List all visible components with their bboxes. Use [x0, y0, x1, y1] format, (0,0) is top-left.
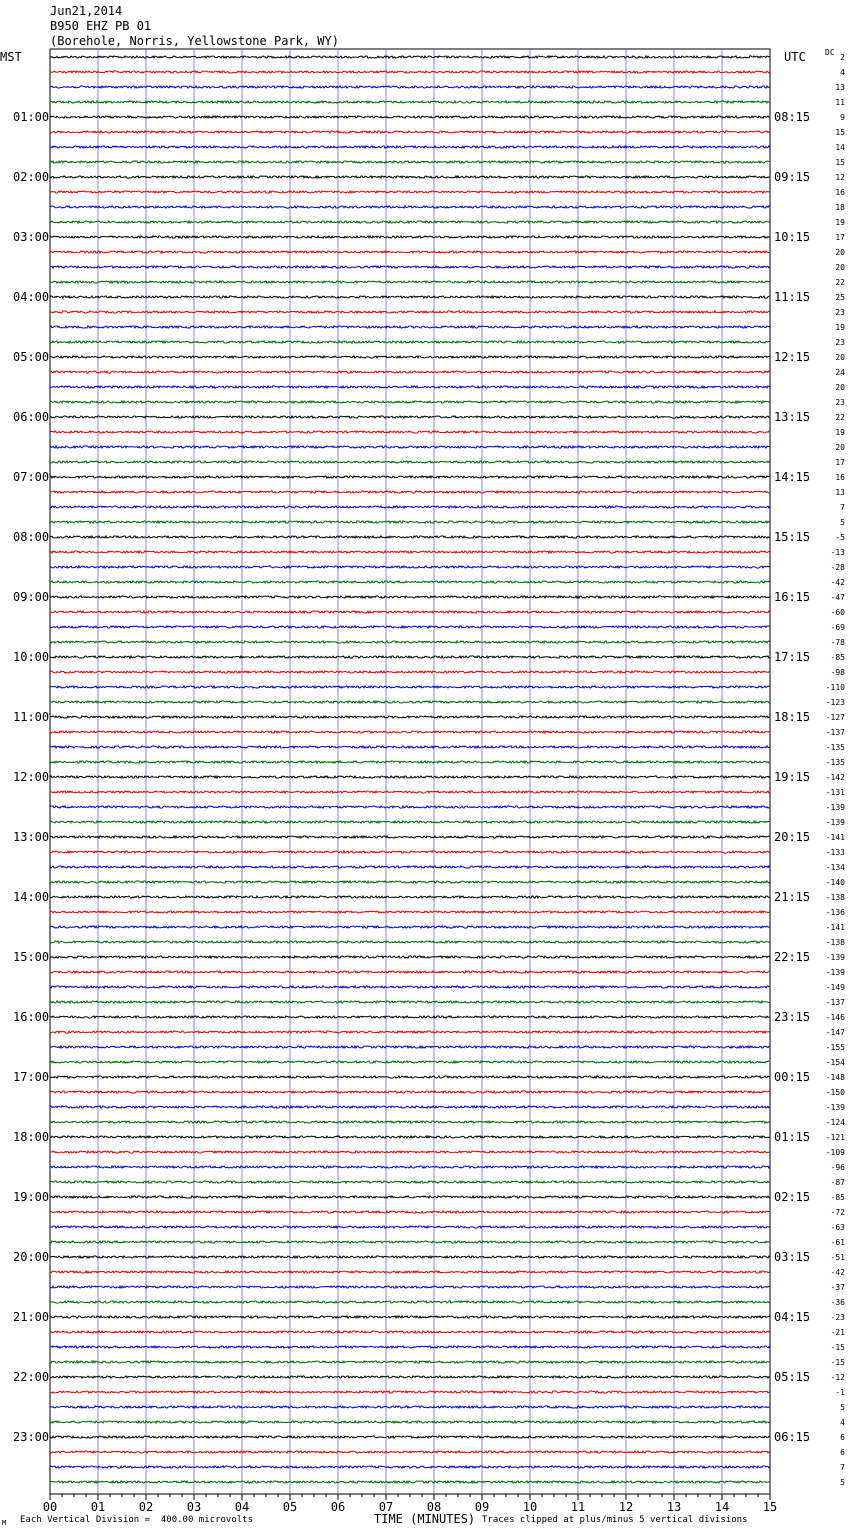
seismic-trace [50, 881, 770, 883]
left-hour-label: 06:00 [13, 410, 50, 424]
dc-offset-label: 4 [840, 1418, 845, 1427]
seismic-trace [50, 1286, 770, 1288]
seismic-trace [50, 1331, 770, 1333]
x-tick-label: 02 [138, 1500, 154, 1514]
seismic-trace [50, 1346, 770, 1348]
x-tick-label: 14 [714, 1500, 730, 1514]
dc-offset-label: -123 [825, 698, 845, 707]
seismic-trace [50, 566, 770, 568]
seismic-trace [50, 1466, 770, 1468]
left-hour-label: 08:00 [13, 530, 50, 544]
dc-offset-label: -5 [835, 533, 845, 542]
seismic-trace [50, 431, 770, 433]
seismic-trace [50, 1181, 770, 1183]
seismic-trace [50, 1406, 770, 1408]
dc-offset-label: -42 [830, 578, 845, 587]
seismic-trace [50, 866, 770, 868]
seismic-trace [50, 941, 770, 943]
seismic-trace [50, 416, 770, 418]
dc-offset-label: 15 [835, 128, 845, 137]
dc-offset-label: -142 [825, 773, 845, 782]
right-hour-label: 17:15 [774, 650, 811, 664]
x-tick-label: 11 [570, 1500, 586, 1514]
dc-offset-label: 17 [835, 233, 845, 242]
seismic-trace [50, 1361, 770, 1363]
seismic-trace [50, 206, 770, 208]
dc-offset-label: 18 [835, 203, 845, 212]
seismic-trace [50, 1271, 770, 1273]
dc-offset-label: -131 [825, 788, 845, 797]
right-hour-label: 12:15 [774, 350, 811, 364]
dc-offset-label: -134 [825, 863, 845, 872]
seismic-trace [50, 86, 770, 88]
dc-offset-label: -72 [830, 1208, 845, 1217]
dc-offset-label: 19 [835, 428, 845, 437]
seismic-trace [50, 116, 770, 118]
seismic-trace [50, 1316, 770, 1318]
right-hour-label: 21:15 [774, 890, 811, 904]
seismic-trace [50, 56, 770, 58]
x-tick-label: 07 [378, 1500, 394, 1514]
seismic-trace [50, 791, 770, 793]
seismic-trace [50, 176, 770, 178]
seismic-trace [50, 896, 770, 898]
dc-offset-label: -63 [830, 1223, 845, 1232]
left-hour-label: 18:00 [13, 1130, 50, 1144]
dc-offset-label: -149 [825, 983, 845, 992]
dc-offset-label: 16 [835, 473, 845, 482]
seismic-trace [50, 536, 770, 538]
dc-offset-label: -150 [825, 1088, 845, 1097]
dc-label: DC [825, 48, 835, 57]
right-hour-label: 05:15 [774, 1370, 811, 1384]
seismic-trace [50, 146, 770, 148]
seismic-trace [50, 746, 770, 748]
seismic-trace [50, 521, 770, 523]
dc-offset-label: -141 [825, 833, 845, 842]
seismic-trace [50, 761, 770, 763]
seismic-trace [50, 686, 770, 688]
seismic-trace [50, 251, 770, 253]
right-hour-label: 14:15 [774, 470, 811, 484]
dc-offset-label: -1 [835, 1388, 845, 1397]
seismic-trace [50, 476, 770, 478]
seismic-trace [50, 446, 770, 448]
seismic-trace [50, 1481, 770, 1483]
seismic-trace [50, 551, 770, 553]
seismic-trace [50, 836, 770, 838]
seismic-trace [50, 1046, 770, 1048]
dc-offset-label: 9 [840, 113, 845, 122]
seismic-trace [50, 611, 770, 613]
seismic-trace [50, 581, 770, 583]
dc-offset-label: -133 [825, 848, 845, 857]
right-hour-label: 19:15 [774, 770, 811, 784]
corner-mark: M [2, 1519, 7, 1527]
dc-offset-label: 19 [835, 218, 845, 227]
seismic-trace [50, 326, 770, 328]
right-hour-label: 08:15 [774, 110, 811, 124]
right-hour-label: 16:15 [774, 590, 811, 604]
dc-offset-label: -109 [825, 1148, 845, 1157]
dc-offset-label: -139 [825, 803, 845, 812]
dc-offset-label: 23 [835, 308, 845, 317]
seismic-trace [50, 716, 770, 718]
dc-offset-label: 7 [840, 1463, 845, 1472]
seismic-trace [50, 1421, 770, 1423]
dc-offset-label: 13 [835, 488, 845, 497]
seismic-trace [50, 1256, 770, 1258]
dc-offset-label: -127 [825, 713, 845, 722]
x-tick-label: 08 [426, 1500, 442, 1514]
seismic-trace [50, 266, 770, 268]
seismic-trace [50, 1031, 770, 1033]
dc-offset-label: -121 [825, 1133, 845, 1142]
right-hour-label: 18:15 [774, 710, 811, 724]
dc-offset-label: -85 [830, 653, 845, 662]
dc-offset-label: 6 [840, 1448, 845, 1457]
x-tick-label: 06 [330, 1500, 346, 1514]
seismic-trace [50, 806, 770, 808]
seismic-trace [50, 506, 770, 508]
left-hour-label: 23:00 [13, 1430, 50, 1444]
dc-offset-label: -15 [830, 1358, 845, 1367]
seismic-trace [50, 101, 770, 103]
seismic-trace [50, 401, 770, 403]
seismic-trace [50, 1016, 770, 1018]
dc-offset-label: 2 [840, 53, 845, 62]
seismic-trace [50, 161, 770, 163]
seismic-trace [50, 731, 770, 733]
seismic-trace [50, 1151, 770, 1153]
left-hour-label: 13:00 [13, 830, 50, 844]
dc-offset-label: 14 [835, 143, 845, 152]
dc-offset-label: -87 [830, 1178, 845, 1187]
dc-offset-label: -15 [830, 1343, 845, 1352]
dc-offset-label: -135 [825, 758, 845, 767]
seismic-trace [50, 296, 770, 298]
seismic-trace [50, 1076, 770, 1078]
dc-offset-label: -47 [830, 593, 845, 602]
dc-offset-label: 6 [840, 1433, 845, 1442]
seismic-trace [50, 926, 770, 928]
dc-offset-label: 5 [840, 1478, 845, 1487]
seismic-trace [50, 1001, 770, 1003]
seismic-trace [50, 236, 770, 238]
x-tick-label: 13 [666, 1500, 682, 1514]
dc-offset-label: 24 [835, 368, 845, 377]
x-tick-label: 04 [234, 1500, 250, 1514]
dc-offset-label: -135 [825, 743, 845, 752]
scale-note: Each Vertical Division = 400.00 microvolts [20, 1515, 253, 1525]
left-hour-label: 17:00 [13, 1070, 50, 1084]
x-tick-label: 01 [90, 1500, 106, 1514]
seismic-trace [50, 596, 770, 598]
plot-frame [50, 49, 770, 1494]
left-timezone-label: MST [0, 50, 22, 64]
dc-offset-label: -155 [825, 1043, 845, 1052]
dc-offset-label: 13 [835, 83, 845, 92]
right-hour-label: 03:15 [774, 1250, 811, 1264]
left-hour-label: 20:00 [13, 1250, 50, 1264]
header-date: Jun21,2014 [50, 4, 123, 18]
dc-offset-label: -98 [830, 668, 845, 677]
left-hour-label: 04:00 [13, 290, 50, 304]
dc-offset-label: -12 [830, 1373, 845, 1382]
left-hour-label: 03:00 [13, 230, 50, 244]
left-hour-label: 21:00 [13, 1310, 50, 1324]
seismic-trace [50, 131, 770, 133]
seismic-trace [50, 1301, 770, 1303]
header-location: (Borehole, Norris, Yellowstone Park, WY) [50, 34, 339, 48]
seismic-trace [50, 656, 770, 658]
dc-offset-label: -138 [825, 938, 845, 947]
seismic-trace [50, 911, 770, 913]
dc-offset-label: -36 [830, 1298, 845, 1307]
dc-offset-label: 22 [835, 278, 845, 287]
dc-offset-label: 20 [835, 263, 845, 272]
left-hour-label: 05:00 [13, 350, 50, 364]
right-hour-label: 15:15 [774, 530, 811, 544]
dc-offset-label: -137 [825, 998, 845, 1007]
dc-offset-label: 7 [840, 503, 845, 512]
seismic-trace [50, 1436, 770, 1438]
dc-offset-label: 23 [835, 338, 845, 347]
seismic-trace [50, 1451, 770, 1453]
seismic-trace [50, 1226, 770, 1228]
right-hour-label: 06:15 [774, 1430, 811, 1444]
seismic-trace [50, 671, 770, 673]
left-hour-label: 19:00 [13, 1190, 50, 1204]
dc-offset-label: -13 [830, 548, 845, 557]
dc-offset-label: -136 [825, 908, 845, 917]
x-tick-label: 09 [474, 1500, 490, 1514]
right-hour-label: 11:15 [774, 290, 811, 304]
seismic-trace [50, 1091, 770, 1093]
dc-offset-label: -85 [830, 1193, 845, 1202]
x-tick-label: 10 [522, 1500, 538, 1514]
dc-offset-label: -139 [825, 818, 845, 827]
right-hour-label: 22:15 [774, 950, 811, 964]
left-hour-label: 09:00 [13, 590, 50, 604]
right-hour-label: 00:15 [774, 1070, 811, 1084]
dc-offset-label: -139 [825, 1103, 845, 1112]
dc-offset-label: -23 [830, 1313, 845, 1322]
dc-offset-label: -154 [825, 1058, 845, 1067]
dc-offset-label: -137 [825, 728, 845, 737]
seismic-trace [50, 461, 770, 463]
dc-offset-label: 5 [840, 518, 845, 527]
dc-offset-label: 20 [835, 353, 845, 362]
dc-offset-label: -124 [825, 1118, 845, 1127]
seismic-trace [50, 1106, 770, 1108]
dc-offset-label: -61 [830, 1238, 845, 1247]
seismic-trace [50, 956, 770, 958]
seismic-trace [50, 386, 770, 388]
dc-offset-label: 16 [835, 188, 845, 197]
right-hour-label: 01:15 [774, 1130, 811, 1144]
seismic-trace [50, 281, 770, 283]
left-hour-label: 07:00 [13, 470, 50, 484]
dc-offset-label: -42 [830, 1268, 845, 1277]
left-hour-label: 22:00 [13, 1370, 50, 1384]
dc-offset-label: 11 [835, 98, 845, 107]
seismic-trace [50, 776, 770, 778]
dc-offset-label: -138 [825, 893, 845, 902]
dc-offset-label: 19 [835, 323, 845, 332]
dc-offset-label: 17 [835, 458, 845, 467]
dc-offset-label: 12 [835, 173, 845, 182]
x-tick-label: 00 [42, 1500, 58, 1514]
dc-offset-label: 15 [835, 158, 845, 167]
dc-offset-label: -110 [825, 683, 845, 692]
dc-offset-label: 20 [835, 383, 845, 392]
dc-offset-label: -60 [830, 608, 845, 617]
dc-offset-label: -139 [825, 953, 845, 962]
dc-offset-label: -51 [830, 1253, 845, 1262]
header-station: B950 EHZ PB 01 [50, 19, 152, 33]
dc-offset-label: 20 [835, 248, 845, 257]
seismic-trace [50, 1121, 770, 1123]
dc-offset-label: -37 [830, 1283, 845, 1292]
dc-offset-label: -147 [825, 1028, 845, 1037]
dc-offset-label: 25 [835, 293, 845, 302]
dc-offset-label: -140 [825, 878, 845, 887]
seismic-trace [50, 851, 770, 853]
x-tick-label: 05 [282, 1500, 298, 1514]
left-hour-label: 01:00 [13, 110, 50, 124]
seismic-trace [50, 986, 770, 988]
left-hour-label: 10:00 [13, 650, 50, 664]
seismic-trace [50, 1136, 770, 1138]
seismic-trace [50, 1241, 770, 1243]
seismic-trace [50, 1196, 770, 1198]
left-hour-label: 02:00 [13, 170, 50, 184]
dc-offset-label: -69 [830, 623, 845, 632]
dc-offset-label: -21 [830, 1328, 845, 1337]
clip-note: Traces clipped at plus/minus 5 vertical divisions [482, 1515, 748, 1525]
seismic-trace [50, 821, 770, 823]
dc-offset-label: -78 [830, 638, 845, 647]
right-hour-label: 09:15 [774, 170, 811, 184]
seismic-trace [50, 1061, 770, 1063]
seismic-trace [50, 626, 770, 628]
seismic-trace [50, 971, 770, 973]
seismic-trace [50, 356, 770, 358]
seismic-trace [50, 701, 770, 703]
dc-offset-label: 22 [835, 413, 845, 422]
dc-offset-label: -96 [830, 1163, 845, 1172]
dc-offset-label: -141 [825, 923, 845, 932]
seismic-trace [50, 491, 770, 493]
seismic-trace [50, 1391, 770, 1393]
seismic-trace [50, 311, 770, 313]
left-hour-label: 14:00 [13, 890, 50, 904]
x-tick-label: 15 [762, 1500, 778, 1514]
right-hour-label: 04:15 [774, 1310, 811, 1324]
left-hour-label: 15:00 [13, 950, 50, 964]
right-hour-label: 10:15 [774, 230, 811, 244]
seismic-trace [50, 1211, 770, 1213]
left-hour-label: 11:00 [13, 710, 50, 724]
dc-offset-label: -28 [830, 563, 845, 572]
dc-offset-label: 23 [835, 398, 845, 407]
left-hour-label: 16:00 [13, 1010, 50, 1024]
x-tick-label: 12 [618, 1500, 634, 1514]
dc-offset-label: 4 [840, 68, 845, 77]
left-hour-label: 12:00 [13, 770, 50, 784]
dc-offset-label: -148 [825, 1073, 845, 1082]
right-hour-label: 20:15 [774, 830, 811, 844]
seismic-trace [50, 641, 770, 643]
dc-offset-label: -146 [825, 1013, 845, 1022]
x-tick-label: 03 [186, 1500, 202, 1514]
seismic-trace [50, 71, 770, 73]
right-hour-label: 02:15 [774, 1190, 811, 1204]
dc-offset-label: 5 [840, 1403, 845, 1412]
dc-offset-label: -139 [825, 968, 845, 977]
seismic-trace [50, 1166, 770, 1168]
x-axis-label: TIME (MINUTES) [374, 1512, 476, 1526]
seismic-trace [50, 221, 770, 223]
right-timezone-label: UTC [784, 50, 806, 64]
right-hour-label: 23:15 [774, 1010, 811, 1024]
seismic-trace [50, 191, 770, 193]
right-hour-label: 13:15 [774, 410, 811, 424]
seismic-trace [50, 341, 770, 343]
seismic-trace [50, 1376, 770, 1378]
seismic-trace [50, 371, 770, 373]
dc-offset-label: 20 [835, 443, 845, 452]
